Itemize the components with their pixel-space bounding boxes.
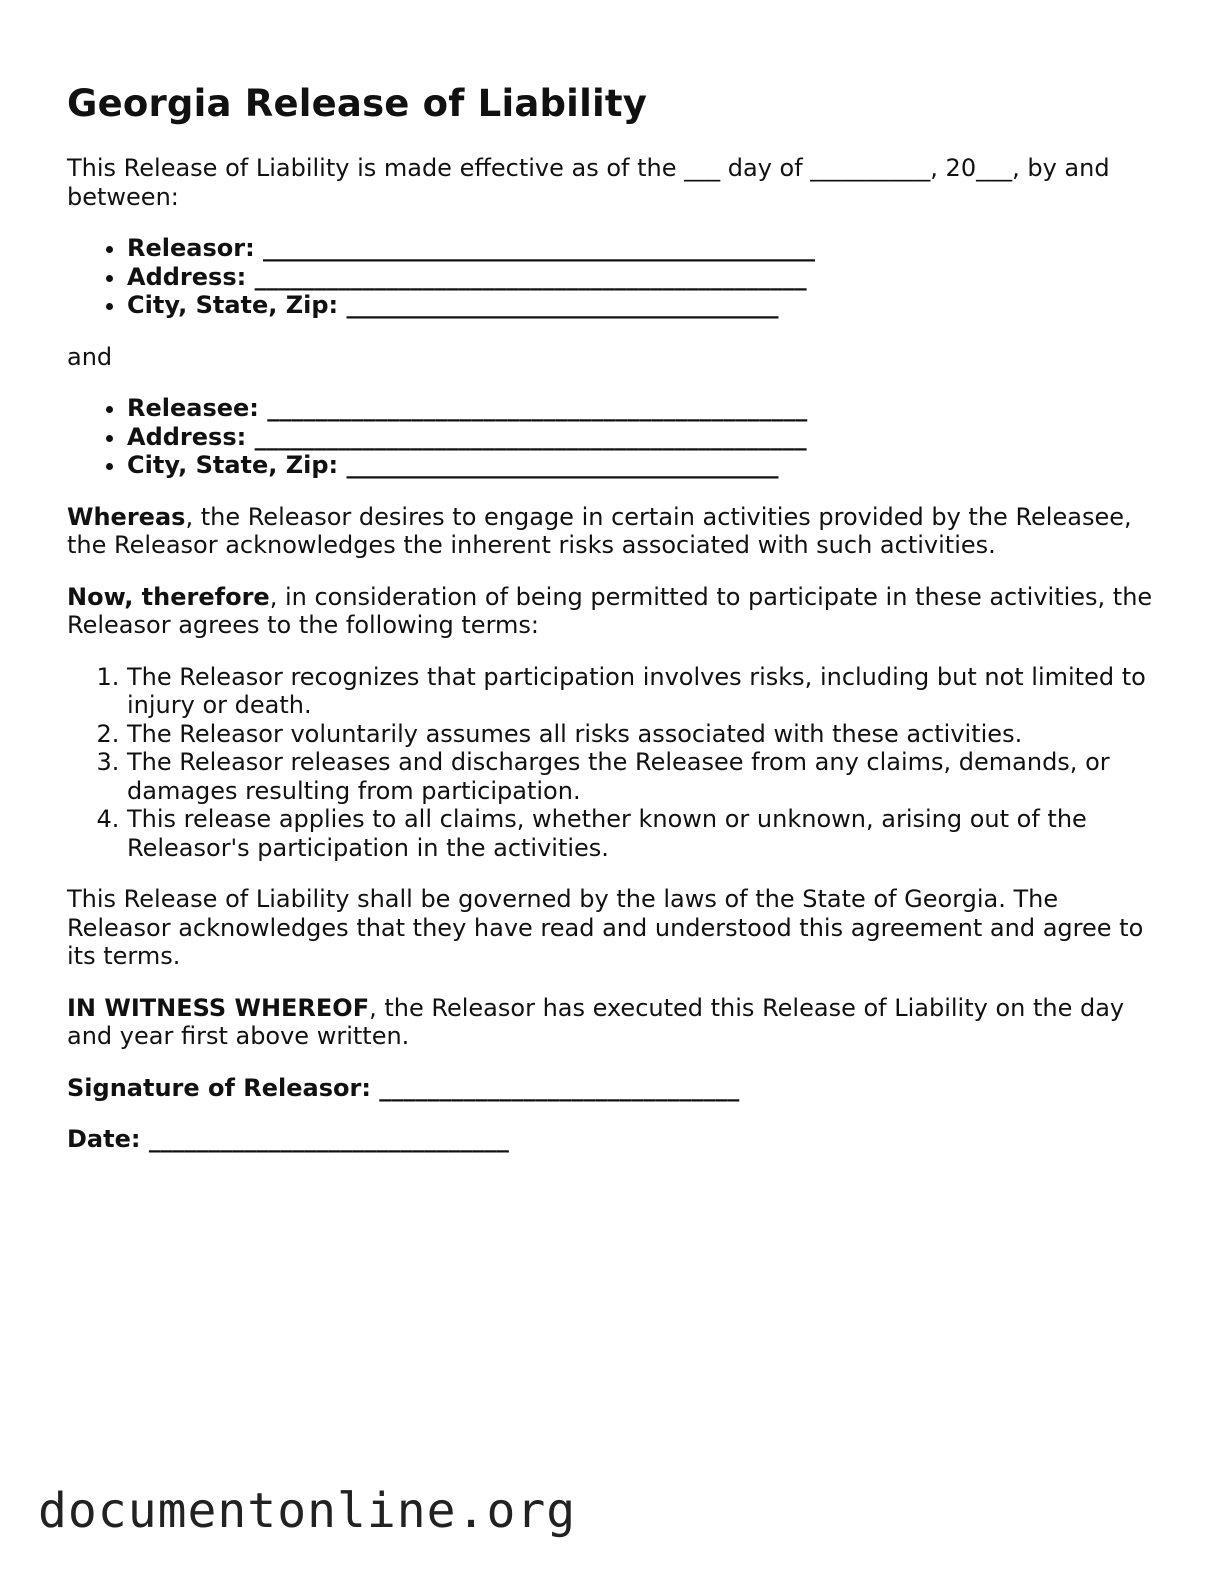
term-item: 1. The Releasor recognizes that participation involves risks, including but not limited to injury or death.	[127, 663, 1157, 720]
releasor-name-field: • Releasor: ______________________________________________	[127, 234, 1157, 263]
whereas-paragraph	[67, 503, 1157, 560]
signature-line: Signature of Releasor: ______________________________	[67, 1073, 740, 1102]
releasee-address-field: • Address: ______________________________________________	[127, 423, 1157, 452]
intro-paragraph: This Release of Liability is made effective as of the ___ day of __________, 20___, by and between:	[67, 154, 1110, 211]
witness-paragraph	[67, 994, 1157, 1051]
term-item: 4. This release applies to all claims, whether known or unknown, arising out of the Releasor's participation in the activities.	[127, 805, 1157, 862]
witness-lead: IN WITNESS WHEREOF	[67, 993, 370, 1022]
now-therefore-lead: Now, therefore	[67, 582, 270, 611]
date-line: Date: ______________________________	[67, 1125, 509, 1153]
witness-text: , the Releasor has executed this Release of Liability on the day and year first above written.	[67, 993, 1125, 1050]
term-item: 3. The Releasor releases and discharges the Releasee from any claims, demands, or damages resulting from participation.	[127, 748, 1157, 805]
now-therefore-paragraph	[67, 583, 1157, 640]
term-item: 2. The Releasor voluntarily assumes all risks associated with these activities.	[127, 720, 1157, 749]
document-title: Georgia Release of Liability	[67, 82, 648, 125]
releasor-city-state-zip-field: • City, State, Zip: ____________________________________	[127, 291, 1157, 320]
whereas-lead: Whereas	[67, 502, 186, 531]
now-therefore-text: , in consideration of being permitted to participate in these activities, the Releasor agrees to the following terms:	[67, 582, 1153, 639]
releasee-city-state-zip-field: • City, State, Zip: ____________________________________	[127, 451, 1157, 480]
governing-law-paragraph: This Release of Liability shall be governed by the laws of the State of Georgia. The Releasor acknowledges that they have read and understood this agreement and agree to its terms.	[67, 885, 1144, 970]
and-text: and	[67, 342, 113, 371]
releasor-fields	[67, 234, 1157, 320]
releasee-fields	[67, 394, 1157, 480]
releasor-address-field: • Address: ______________________________________________	[127, 263, 1157, 292]
releasee-name-field: • Releasee: _____________________________________________	[127, 394, 1157, 423]
whereas-text: , the Releasor desires to engage in certain activities provided by the Releasee, the Releasor acknowledges the inherent risks associated with such activities.	[67, 502, 1132, 559]
document-page	[67, 82, 1157, 1177]
watermark: documentonline.org	[38, 1483, 577, 1539]
terms-list	[67, 663, 1157, 863]
